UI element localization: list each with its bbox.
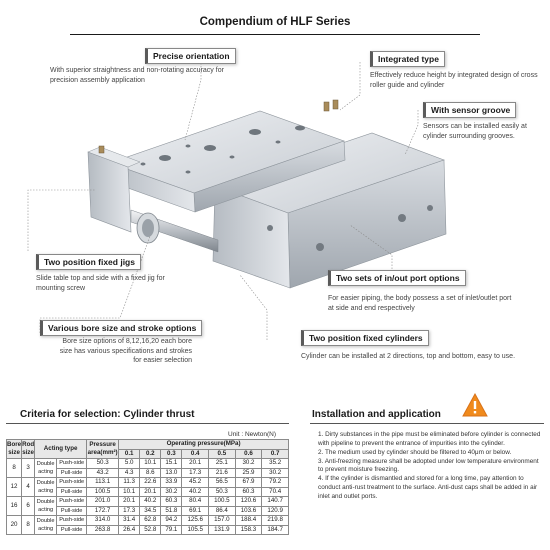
installation-title: Installation and application: [312, 409, 441, 420]
cell-thrust: 20.1: [140, 487, 161, 497]
callout-precise-orientation-desc: [50, 62, 240, 85]
cell-thrust: 67.9: [235, 478, 262, 488]
cell-thrust: 30.2: [161, 487, 182, 497]
cell-thrust: 79.1: [161, 525, 182, 535]
cell-bore: 8: [7, 459, 22, 478]
cell-thrust: 69.1: [182, 506, 209, 516]
installation-item: 1. Dirty substances in the pipe must be eliminated before cylinder is connected with pipeline to prevent the entrance of impurities into the cylinder.: [318, 431, 541, 447]
callout-desc: Cylinder can be installed at 2 directions, top and bottom, easy to use.: [301, 353, 516, 360]
cell-thrust: 26.4: [119, 525, 140, 535]
cell-thrust: 45.2: [182, 478, 209, 488]
header-pressure-0.7: 0.7: [262, 449, 289, 459]
cell-thrust: 100.5: [209, 497, 236, 507]
installation-item: 4. If the cylinder is dismantled and stored for a long time, pay attention to conduct anti-rust treatment to the surface. Anti-dust caps shall be added in air inlet and outlet ports.: [318, 475, 538, 500]
cell-rod: 4: [22, 478, 35, 497]
header-operating-pressure: Operating pressure(MPa): [119, 440, 289, 450]
cell-rod: 8: [22, 516, 35, 535]
callout-desc: Bore size options of 8,12,16,20 each bore size has various specifications and strokes for easier selection: [59, 338, 192, 364]
cell-area: 314.0: [87, 516, 119, 526]
cell-thrust: 125.6: [182, 516, 209, 526]
cell-thrust: 51.8: [161, 506, 182, 516]
cell-thrust: 31.4: [119, 516, 140, 526]
cell-side: Pull-side: [57, 525, 87, 535]
cell-thrust: 25.1: [209, 459, 236, 469]
header-pressure-0.5: 0.5: [209, 449, 236, 459]
cell-thrust: 120.6: [235, 497, 262, 507]
cell-thrust: 17.3: [119, 506, 140, 516]
installation-item: 2. The medium used by cylinder should be filtered to 40μm or below.: [318, 448, 512, 456]
cell-thrust: 8.6: [140, 468, 161, 478]
cell-thrust: 34.5: [140, 506, 161, 516]
cell-area: 50.3: [87, 459, 119, 469]
callout-sensor-groove: [423, 100, 545, 141]
header-rod-size: Rod size: [22, 440, 35, 459]
installation-list: [318, 431, 544, 502]
cell-thrust: 219.8: [262, 516, 289, 526]
callout-label: Two sets of in/out port options: [328, 270, 466, 286]
cell-side: Pull-side: [57, 468, 87, 478]
cell-thrust: 120.9: [262, 506, 289, 516]
callout-desc: With superior straightness and non-rotating accuracy for precision assembly application: [50, 67, 224, 84]
cell-thrust: 60.3: [161, 497, 182, 507]
header-bore-size: Bore size: [7, 440, 22, 459]
callout-fixed-cylinders: [301, 328, 541, 362]
callout-desc: Slide table top and side with a fixed jig for mounting screw: [36, 275, 165, 292]
callout-label: Two position fixed jigs: [36, 254, 141, 270]
callout-bore-stroke-desc: [52, 333, 192, 366]
header-pressure-0.2: 0.2: [140, 449, 161, 459]
cell-side: Push-side: [57, 478, 87, 488]
cell-area: 113.1: [87, 478, 119, 488]
cell-acting: Double acting: [35, 497, 57, 516]
cell-thrust: 20.1: [119, 497, 140, 507]
cell-rod: 6: [22, 497, 35, 516]
header-pressure-0.1: 0.1: [119, 449, 140, 459]
cell-thrust: 15.1: [161, 459, 182, 469]
cell-thrust: 5.0: [119, 459, 140, 469]
page-title: Compendium of HLF Series: [199, 16, 351, 28]
callout-label: Precise orientation: [145, 48, 236, 64]
criteria-divider: [6, 423, 289, 424]
cell-thrust: 35.2: [262, 459, 289, 469]
callout-desc: For easier piping, the body possess a set of inlet/outlet port at side and end respectively: [328, 295, 512, 312]
header-pressure-0.3: 0.3: [161, 449, 182, 459]
header-pressure-0.4: 0.4: [182, 449, 209, 459]
cell-thrust: 131.9: [209, 525, 236, 535]
callout-label: Two position fixed cylinders: [301, 330, 429, 346]
cell-area: 201.0: [87, 497, 119, 507]
cell-area: 172.7: [87, 506, 119, 516]
cell-thrust: 4.3: [119, 468, 140, 478]
cell-bore: 20: [7, 516, 22, 535]
cell-thrust: 17.3: [182, 468, 209, 478]
installation-divider: [310, 423, 544, 424]
callout-label: Various bore size and stroke options: [40, 320, 202, 336]
header-pressure-0.6: 0.6: [235, 449, 262, 459]
cell-thrust: 11.3: [119, 478, 140, 488]
cell-bore: 16: [7, 497, 22, 516]
cell-thrust: 158.3: [235, 525, 262, 535]
cell-thrust: 25.9: [235, 468, 262, 478]
cell-thrust: 33.9: [161, 478, 182, 488]
cell-thrust: 20.1: [182, 459, 209, 469]
cell-thrust: 188.4: [235, 516, 262, 526]
cell-side: Push-side: [57, 516, 87, 526]
callout-desc: Effectively reduce height by integrated design of cross roller guide and cylinder: [370, 72, 538, 89]
cell-thrust: 52.8: [140, 525, 161, 535]
cell-thrust: 40.2: [182, 487, 209, 497]
cell-thrust: 79.2: [262, 478, 289, 488]
cell-side: Push-side: [57, 497, 87, 507]
cell-thrust: 10.1: [140, 459, 161, 469]
cell-thrust: 13.0: [161, 468, 182, 478]
cell-side: Push-side: [57, 459, 87, 469]
callout-label: Integrated type: [370, 51, 445, 67]
cell-side: Pull-side: [57, 506, 87, 516]
cell-bore: 12: [7, 478, 22, 497]
callout-label: With sensor groove: [423, 102, 516, 118]
table-row: [7, 516, 289, 526]
cell-thrust: 103.6: [235, 506, 262, 516]
cell-thrust: 184.7: [262, 525, 289, 535]
header-pressure-area: Pressure area(mm²): [87, 440, 119, 459]
callout-desc: Sensors can be installed easily at cylinder surrounding grooves.: [423, 123, 527, 140]
cell-thrust: 105.5: [182, 525, 209, 535]
callout-inout-ports: [328, 268, 518, 313]
cell-area: 263.8: [87, 525, 119, 535]
criteria-title: Criteria for selection: Cylinder thrust: [20, 409, 195, 420]
cell-thrust: 60.3: [235, 487, 262, 497]
table-row: [7, 459, 289, 469]
callout-fixed-jigs: [36, 252, 186, 293]
header-acting-type: Acting type: [35, 440, 87, 459]
thrust-table-body: [7, 459, 289, 535]
table-row: [7, 478, 289, 488]
cell-acting: Double acting: [35, 516, 57, 535]
unit-note: Unit : Newton(N): [228, 431, 277, 438]
cell-thrust: 140.7: [262, 497, 289, 507]
cell-thrust: 80.4: [182, 497, 209, 507]
installation-item: 3. Anti-freezing measure shall be adopted under low temperature environment to prevent moisture freezing.: [318, 457, 539, 474]
table-row: [7, 497, 289, 507]
cell-thrust: 50.3: [209, 487, 236, 497]
cell-side: Pull-side: [57, 487, 87, 497]
cell-thrust: 30.2: [262, 468, 289, 478]
cell-thrust: 30.2: [235, 459, 262, 469]
cell-rod: 3: [22, 459, 35, 478]
cell-thrust: 10.1: [119, 487, 140, 497]
cell-thrust: 62.8: [140, 516, 161, 526]
warning-icon: [462, 393, 488, 417]
cell-thrust: 94.2: [161, 516, 182, 526]
callout-integrated-type: [370, 49, 542, 90]
cell-thrust: 21.6: [209, 468, 236, 478]
cell-thrust: 22.6: [140, 478, 161, 488]
cell-thrust: 157.0: [209, 516, 236, 526]
cell-acting: Double acting: [35, 478, 57, 497]
cell-thrust: 70.4: [262, 487, 289, 497]
thrust-table: [6, 439, 289, 535]
cell-thrust: 40.2: [140, 497, 161, 507]
cell-thrust: 56.5: [209, 478, 236, 488]
cell-area: 43.2: [87, 468, 119, 478]
cell-thrust: 86.4: [209, 506, 236, 516]
cell-area: 100.5: [87, 487, 119, 497]
cell-acting: Double acting: [35, 459, 57, 478]
